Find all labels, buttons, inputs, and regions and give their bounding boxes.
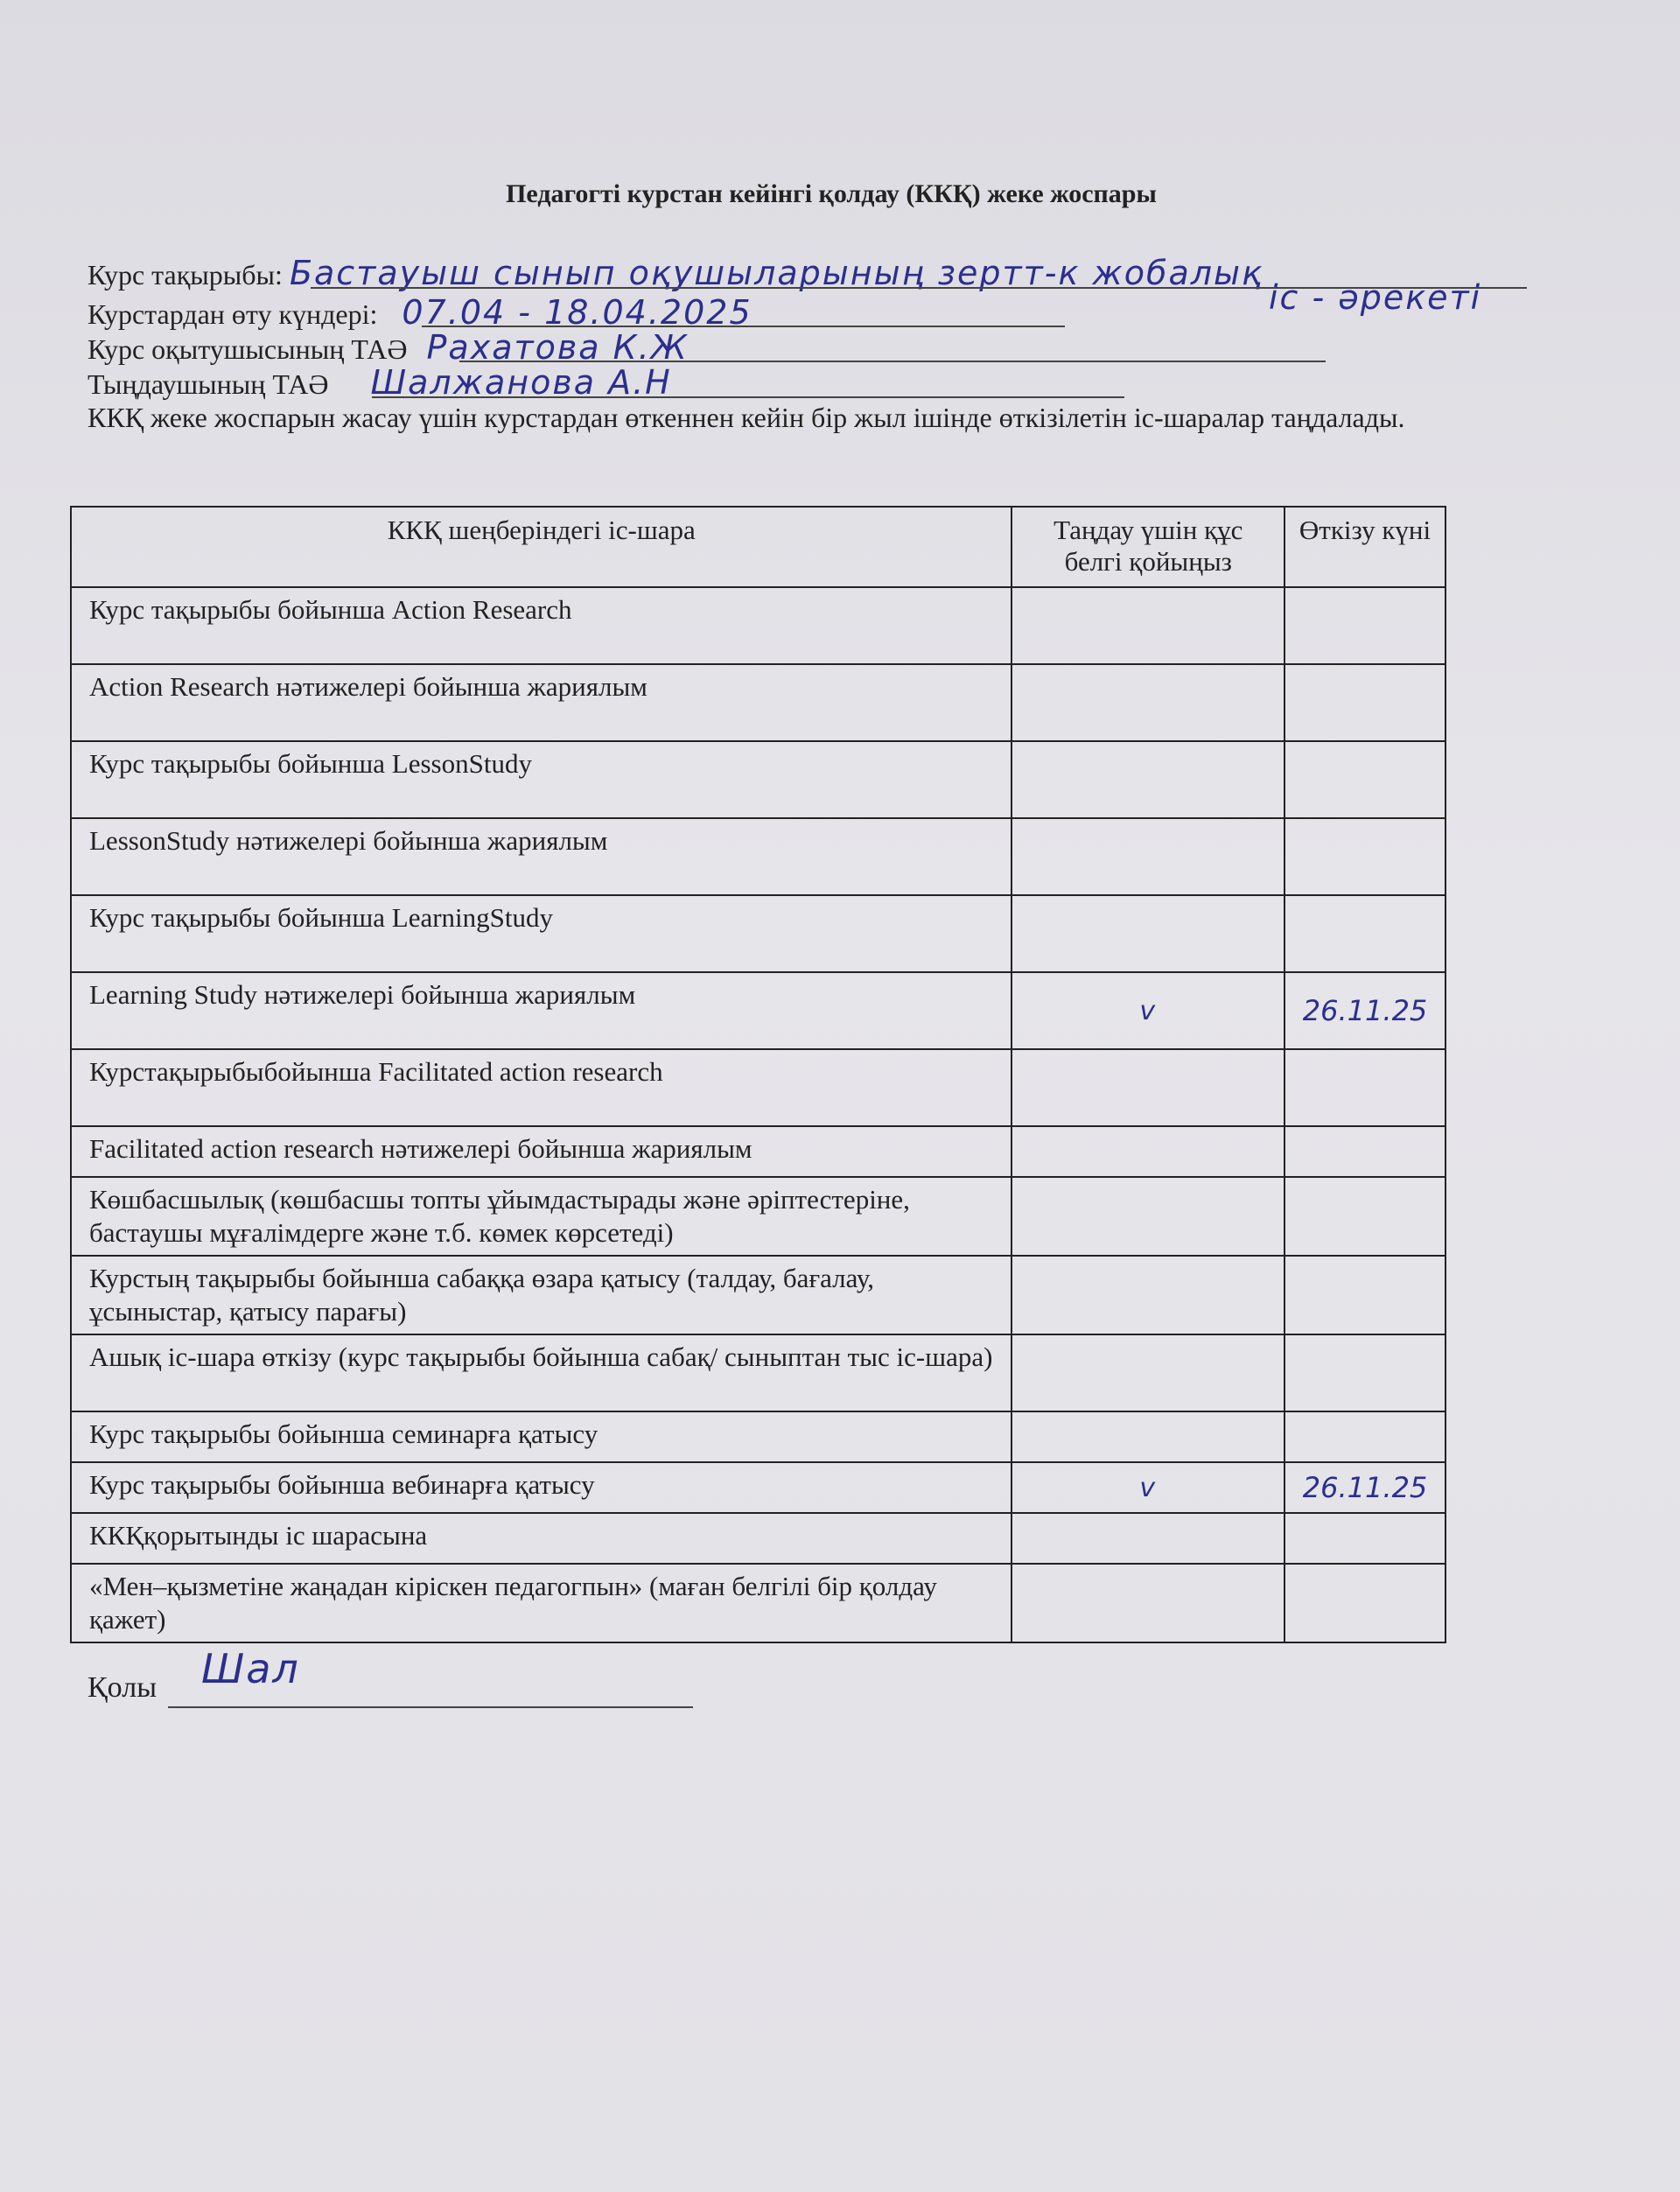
date-cell[interactable] bbox=[1284, 1411, 1446, 1462]
date-cell[interactable] bbox=[1284, 1334, 1446, 1411]
activity-cell: «Мен–қызметіне жаңадан кіріскен педагогпын» (маған белгілі бір қолдау қажет) bbox=[71, 1564, 1012, 1642]
table-row bbox=[71, 587, 1446, 664]
course-topic-label: Курс тақырыбы: bbox=[88, 259, 283, 291]
signature-label: Қолы bbox=[88, 1671, 158, 1704]
activity-cell: Learning Study нәтижелері бойынша жариялым bbox=[71, 972, 1012, 1049]
checkmark-cell[interactable] bbox=[1012, 895, 1284, 972]
date-cell[interactable] bbox=[1284, 664, 1446, 741]
checkmark-cell[interactable] bbox=[1012, 1513, 1284, 1564]
table-row bbox=[71, 1126, 1446, 1177]
checkmark-cell[interactable] bbox=[1012, 1256, 1284, 1334]
table-row bbox=[71, 741, 1446, 818]
date-cell[interactable] bbox=[1284, 1126, 1446, 1177]
date-cell[interactable] bbox=[1284, 587, 1446, 664]
date-cell[interactable] bbox=[1284, 1049, 1446, 1126]
teacher-label: Курс оқытушысының ТАӘ bbox=[88, 333, 408, 365]
activity-cell: Курстақырыбыбойынша Facilitated action research bbox=[71, 1049, 1012, 1126]
table-row bbox=[71, 1256, 1446, 1334]
table-row bbox=[71, 972, 1446, 1049]
date-cell[interactable] bbox=[1284, 895, 1446, 972]
document-title: Педагогті курстан кейінгі қолдау (ККҚ) жеке жоспары bbox=[506, 179, 1157, 208]
course-dates-label: Курстардан өту күндері: bbox=[88, 298, 378, 330]
date-cell[interactable]: 26.11.25 bbox=[1284, 1462, 1446, 1513]
checkmark-cell[interactable] bbox=[1012, 741, 1284, 818]
checkmark-cell[interactable] bbox=[1012, 818, 1284, 895]
table-row bbox=[71, 1411, 1446, 1462]
checkmark-cell[interactable] bbox=[1012, 587, 1284, 664]
course-dates-underline bbox=[422, 326, 1065, 327]
listener-value: Шалжанова А.Н bbox=[370, 363, 672, 402]
signature-line bbox=[168, 1706, 693, 1708]
table-row bbox=[71, 1564, 1446, 1642]
activity-cell: Курс тақырыбы бойынша семинарға қатысу bbox=[71, 1411, 1012, 1462]
header-date: Өткізу күні bbox=[1284, 507, 1446, 587]
table-row bbox=[71, 1177, 1446, 1256]
course-topic-value: Бастауыш сынып оқушыларының зертт-к жобалық bbox=[289, 254, 1264, 292]
checkmark-cell[interactable] bbox=[1012, 1564, 1284, 1642]
table-row bbox=[71, 1049, 1446, 1126]
activity-cell: Action Research нәтижелері бойынша жариялым bbox=[71, 664, 1012, 741]
date-cell[interactable] bbox=[1284, 1256, 1446, 1334]
date-cell[interactable] bbox=[1284, 818, 1446, 895]
signature: Шал bbox=[201, 1645, 300, 1692]
checkmark-cell[interactable]: v bbox=[1012, 972, 1284, 1049]
course-topic-continuation: іс - әрекеті bbox=[1269, 278, 1482, 317]
table-row bbox=[71, 1513, 1446, 1564]
activity-cell: Көшбасшылық (көшбасшы топты ұйымдастырады және әріптестеріне, бастаушы мұғалімдерге және т.б. көмек көрсетеді) bbox=[71, 1177, 1012, 1256]
checkmark-cell[interactable] bbox=[1012, 1411, 1284, 1462]
table-row bbox=[71, 818, 1446, 895]
activity-cell: ККҚқорытынды іс шарасына bbox=[71, 1513, 1012, 1564]
course-dates-value: 07.04 - 18.04.2025 bbox=[402, 293, 752, 332]
table-row bbox=[71, 1334, 1446, 1411]
listener-label: Тыңдаушының ТАӘ bbox=[88, 368, 329, 400]
table-row bbox=[71, 664, 1446, 741]
date-cell[interactable] bbox=[1284, 1177, 1446, 1256]
activity-cell: Курс тақырыбы бойынша Action Research bbox=[71, 587, 1012, 664]
activity-cell: Курс тақырыбы бойынша вебинарға қатысу bbox=[71, 1462, 1012, 1513]
date-cell[interactable] bbox=[1284, 741, 1446, 818]
header-mark: Таңдау үшін құс белгі қойыңыз bbox=[1012, 507, 1284, 587]
activity-cell: LessonStudy нәтижелері бойынша жариялым bbox=[71, 818, 1012, 895]
activity-cell: Курстың тақырыбы бойынша сабаққа өзара қатысу (талдау, бағалау, ұсыныстар, қатысу парағы) bbox=[71, 1256, 1012, 1334]
checkmark-cell[interactable] bbox=[1012, 1177, 1284, 1256]
teacher-value: Рахатова К.Ж bbox=[426, 328, 689, 367]
activity-cell: Курс тақырыбы бойынша LessonStudy bbox=[71, 741, 1012, 818]
table-row bbox=[71, 895, 1446, 972]
instruction-note: ККҚ жеке жоспарын жасау үшін курстардан өткеннен кейін бір жыл ішінде өткізілетін іс-шаралар таңдалады. bbox=[88, 402, 1405, 433]
table-row bbox=[71, 1462, 1446, 1513]
checkmark-cell[interactable]: v bbox=[1012, 1462, 1284, 1513]
checkmark-cell[interactable] bbox=[1012, 664, 1284, 741]
checkmark-cell[interactable] bbox=[1012, 1126, 1284, 1177]
checkmark-cell[interactable] bbox=[1012, 1049, 1284, 1126]
date-cell[interactable] bbox=[1284, 1564, 1446, 1642]
teacher-underline bbox=[459, 361, 1326, 362]
header-activity: ККҚ шеңберіндегі іс-шара bbox=[71, 507, 1012, 587]
activity-cell: Facilitated action research нәтижелері бойынша жариялым bbox=[71, 1126, 1012, 1177]
date-cell[interactable] bbox=[1284, 1513, 1446, 1564]
activity-cell: Ашық іс-шара өткізу (курс тақырыбы бойынша сабақ/ сыныптан тыс іс-шара) bbox=[71, 1334, 1012, 1411]
activity-cell: Курс тақырыбы бойынша LearningStudy bbox=[71, 895, 1012, 972]
checkmark-cell[interactable] bbox=[1012, 1334, 1284, 1411]
activities-table bbox=[70, 506, 1446, 1643]
date-cell[interactable]: 26.11.25 bbox=[1284, 972, 1446, 1049]
